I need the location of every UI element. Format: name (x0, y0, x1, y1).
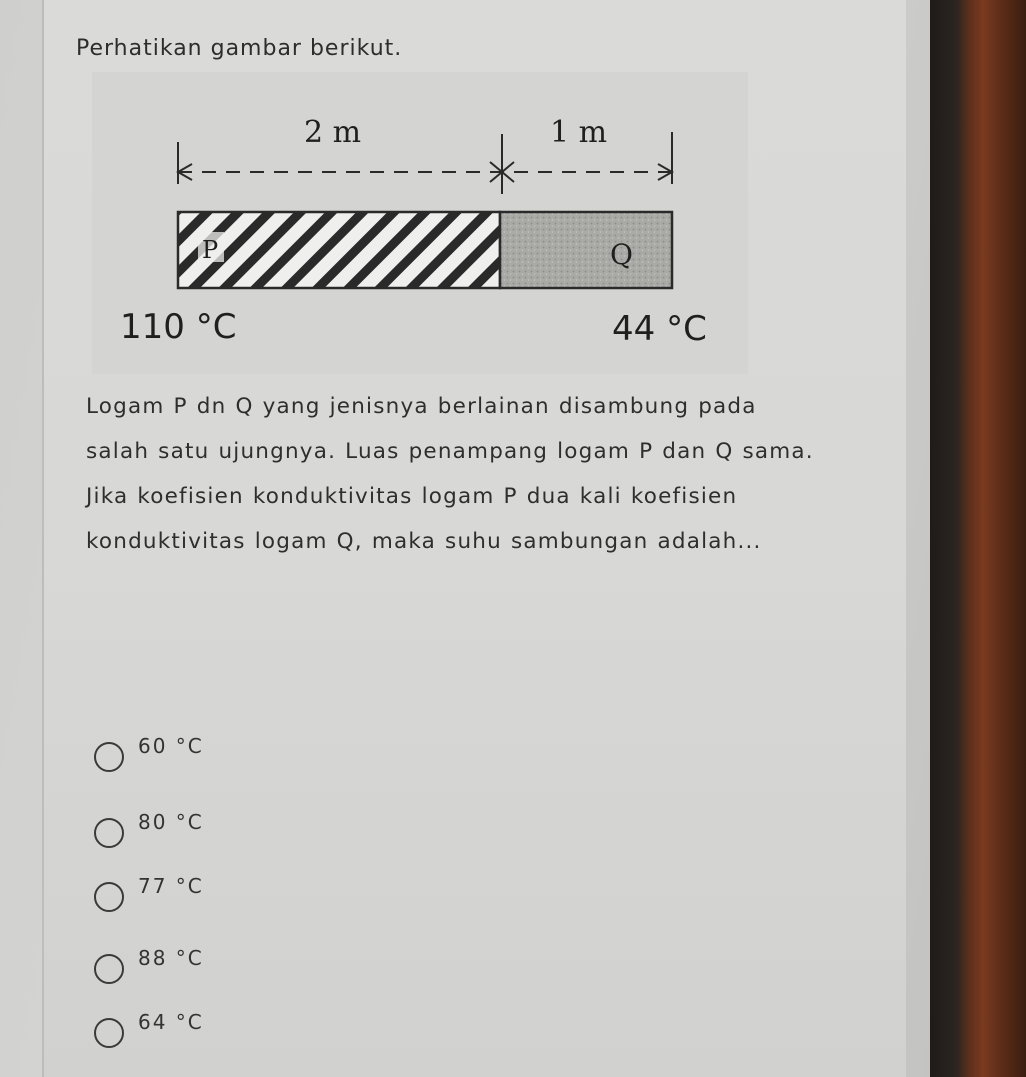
question-title: Perhatikan gambar berikut. (76, 36, 403, 61)
option-label: 80 °C (138, 810, 204, 834)
option-3[interactable] (94, 864, 394, 908)
option-2[interactable] (94, 800, 394, 844)
radio-option-3[interactable] (94, 882, 124, 912)
question-text: Logam P dn Q yang jenisnya berlainan disambung pada salah satu ujungnya. Luas penampang logam P dan Q sama. Jika koefisien konduktivitas logam P dua kali koefisien konduktivitas logam Q, maka suhu sambungan adalah... (86, 394, 814, 554)
radio-option-5[interactable] (94, 1018, 124, 1048)
option-label: 77 °C (138, 874, 204, 898)
length-q-label: 1 m (550, 115, 608, 150)
option-5[interactable] (94, 1000, 394, 1044)
length-p-label: 2 m (304, 115, 362, 150)
radio-option-2[interactable] (94, 818, 124, 848)
option-label: 60 °C (138, 734, 204, 758)
metal-q-label: Q (610, 238, 633, 271)
temp-left-label: 110 °C (120, 307, 237, 347)
option-1[interactable] (94, 724, 394, 768)
metal-q-bar (500, 212, 672, 288)
temp-right-label: 44 °C (612, 309, 707, 349)
option-label: 88 °C (138, 946, 204, 970)
device-bezel (930, 0, 1026, 1077)
metal-p-label: P (202, 236, 219, 264)
option-4[interactable] (94, 936, 394, 980)
option-label: 64 °C (138, 1010, 204, 1034)
question-figure (92, 72, 748, 374)
metal-p-bar (178, 212, 500, 288)
radio-option-1[interactable] (94, 742, 124, 772)
radio-option-4[interactable] (94, 954, 124, 984)
